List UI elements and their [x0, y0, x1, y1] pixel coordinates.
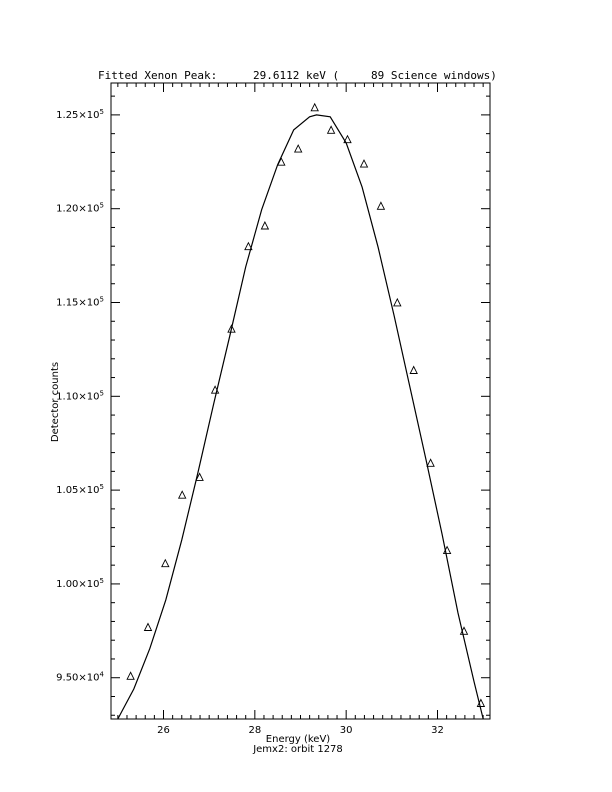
chart-footer: Jemx2: orbit 1278	[253, 744, 343, 755]
data-point-triangle	[311, 104, 318, 111]
plot-frame	[111, 83, 490, 719]
chart-title-prefix: Fitted Xenon Peak:	[98, 69, 218, 82]
y-tick-label: $1.20\times 10^5$	[56, 201, 104, 215]
x-tick-label: 28	[248, 725, 262, 736]
y-tick-label: $1.05\times 10^5$	[56, 483, 104, 497]
data-point-triangle	[328, 126, 335, 133]
y-tick-label: $1.10\times 10^5$	[56, 389, 104, 403]
data-point-triangle	[162, 560, 169, 567]
data-point-triangle	[295, 145, 302, 152]
data-point-triangle	[361, 160, 368, 167]
data-point-triangle	[261, 222, 268, 229]
y-tick-label: $9.50\times 10^4$	[56, 670, 104, 684]
data-point-triangle	[410, 367, 417, 374]
data-point-triangle	[394, 299, 401, 306]
y-tick-label: $1.15\times 10^5$	[56, 295, 104, 309]
x-axis-label: Energy (keV)	[265, 734, 331, 745]
x-tick-label: 26	[157, 725, 170, 736]
data-point-triangle	[427, 459, 434, 466]
chart-title-windows: 89 Science windows)	[371, 69, 497, 82]
y-tick-label: $1.25\times 10^5$	[56, 107, 104, 121]
y-axis-label: Detector counts	[50, 361, 61, 443]
data-point-triangle	[377, 202, 384, 209]
x-tick-label: 30	[339, 725, 353, 736]
data-point-triangle	[179, 491, 186, 498]
data-point-triangle	[145, 624, 152, 631]
fit-curve	[118, 115, 483, 719]
chart-title-peak: 29.6112 keV (	[253, 69, 340, 82]
y-tick-label: $1.00\times 10^5$	[56, 576, 104, 590]
data-point-triangle	[127, 672, 134, 679]
x-tick-label: 32	[431, 725, 444, 736]
